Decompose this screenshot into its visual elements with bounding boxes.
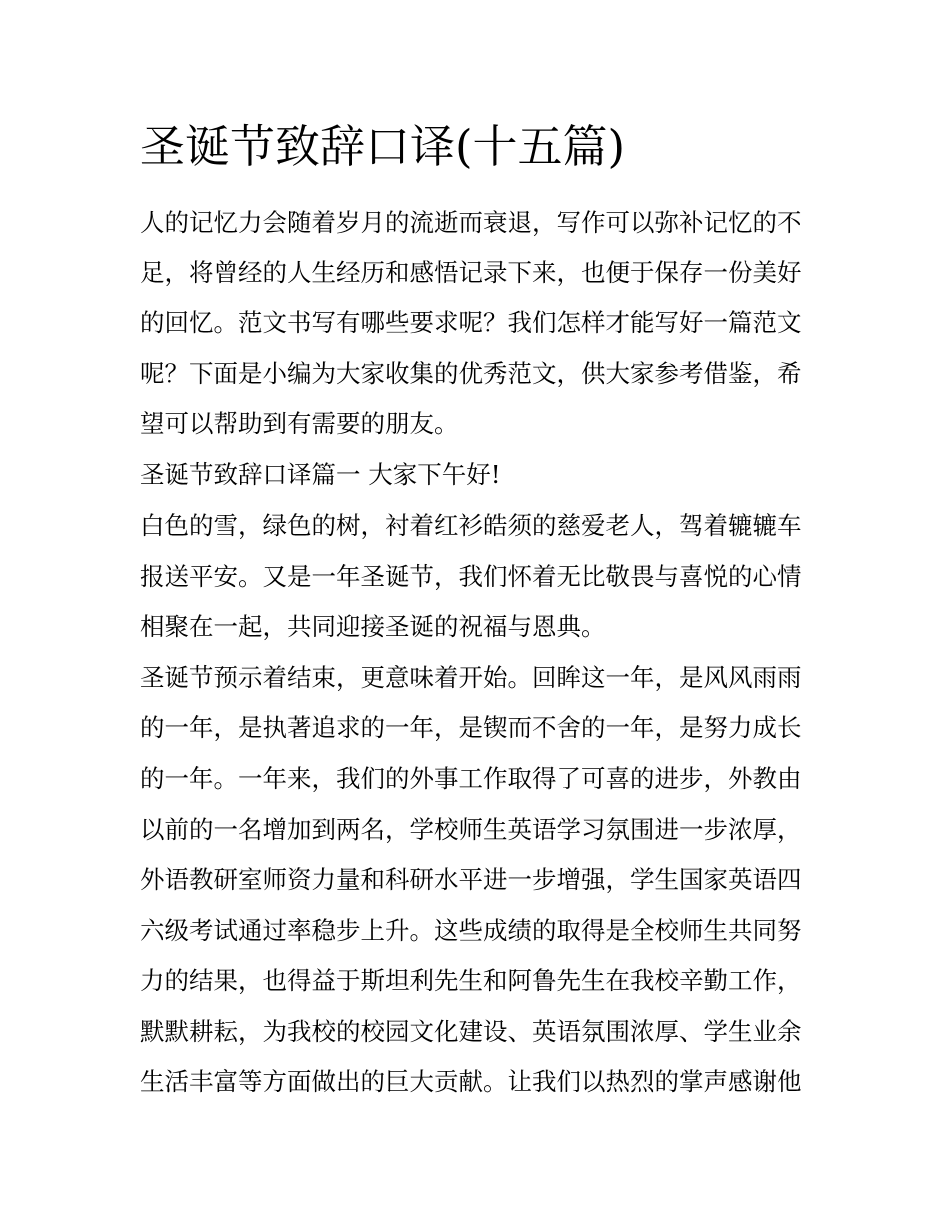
- text-line: 默默耕耘，为我校的校园文化建设、英语氛围浓厚、学生业余: [140, 1017, 802, 1046]
- text-line: 的一年，是执著追求的一年，是锲而不舍的一年，是努力成长: [140, 713, 802, 742]
- text-line: 白色的雪，绿色的树，衬着红衫皓须的慈爱老人，驾着辘辘车: [140, 511, 802, 540]
- text-line: 报送平安。又是一年圣诞节，我们怀着无比敬畏与喜悦的心情: [140, 562, 802, 591]
- text-line: 的一年。一年来，我们的外事工作取得了可喜的进步，外教由: [140, 764, 802, 793]
- document-title: 圣诞节致辞口译(十五篇): [140, 120, 626, 173]
- text-line: 圣诞节预示着结束，更意味着开始。回眸这一年，是风风雨雨: [140, 663, 802, 692]
- text-line: 生活丰富等方面做出的巨大贡献。让我们以热烈的掌声感谢他: [140, 1067, 802, 1096]
- text-line: 外语教研室师资力量和科研水平进一步增强，学生国家英语四: [140, 865, 802, 894]
- text-line: 足，将曾经的人生经历和感悟记录下来，也便于保存一份美好: [140, 258, 802, 287]
- text-line: 呢？下面是小编为大家收集的优秀范文，供大家参考借鉴，希: [140, 359, 802, 388]
- text-line: 六级考试通过率稳步上升。这些成绩的取得是全校师生共同努: [140, 916, 802, 945]
- text-line: 望可以帮助到有需要的朋友。: [140, 409, 459, 438]
- text-line: 力的结果，也得益于斯坦利先生和阿鲁先生在我校辛勤工作，: [140, 966, 802, 995]
- text-line: 相聚在一起，共同迎接圣诞的祝福与恩典。: [140, 612, 606, 641]
- text-line: 人的记忆力会随着岁月的流逝而衰退，写作可以弥补记忆的不: [140, 208, 802, 237]
- text-line: 以前的一名增加到两名，学校师生英语学习氛围进一步浓厚，: [140, 815, 802, 844]
- section-heading-line: 圣诞节致辞口译篇一 大家下午好!: [140, 460, 501, 489]
- text-line: 的回忆。范文书写有哪些要求呢？我们怎样才能写好一篇范文: [140, 308, 802, 337]
